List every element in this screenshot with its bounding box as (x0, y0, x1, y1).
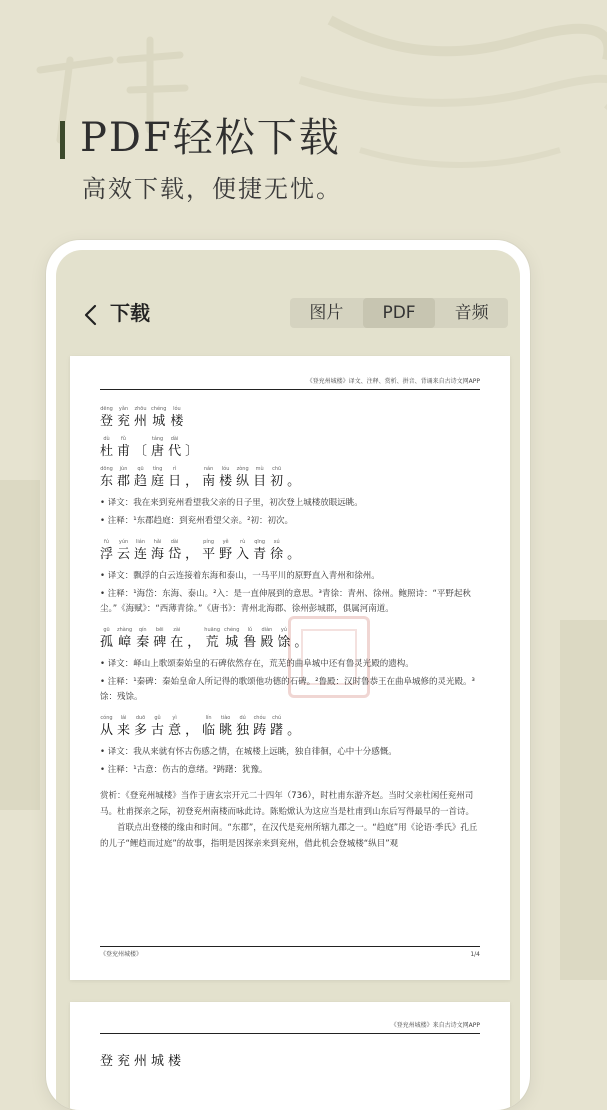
hanzi: 云 (117, 547, 131, 562)
hanzi: 馀 (277, 635, 291, 650)
pinyin: rì (172, 466, 177, 472)
hanzi: 。 (287, 723, 301, 738)
pinyin: dài (170, 539, 179, 545)
poem-char (151, 715, 164, 739)
poem-char (236, 466, 249, 490)
pinyin: yǎn (118, 406, 129, 412)
poem-char (134, 436, 147, 460)
pinyin: chéng (224, 627, 240, 633)
poem-char (253, 715, 266, 739)
tab-image[interactable]: 图片 (309, 303, 344, 323)
chevron-left-icon (76, 300, 106, 330)
poem-char (100, 539, 113, 563)
pinyin: rù (240, 539, 246, 545)
pinyin: dōng (100, 466, 113, 472)
pinyin: yún (118, 539, 129, 545)
pdf-page-1[interactable] (70, 356, 510, 980)
app-header (56, 290, 520, 340)
hanzi: 目 (253, 474, 267, 489)
poem-char (170, 627, 183, 651)
poem-char (168, 715, 181, 739)
pinyin: píng (203, 539, 215, 545)
hanzi: 庭 (151, 474, 165, 489)
appreciation-para-2: 首联点出登楼的缘由和时间。“东郡”，在汉代是兖州所辖九郡之一。“趋庭”用《论语·季氏》孔丘的儿子“鲤趋而过庭”的故事，指明是因探亲来到兖州，借此机会登城楼“纵目”观 (100, 823, 478, 849)
poem-char (219, 539, 232, 563)
poem-char (153, 627, 166, 651)
hanzi: 杜 (100, 444, 114, 459)
hanzi: 趋 (134, 474, 148, 489)
pinyin: fǔ (121, 436, 126, 442)
pinyin: nán (203, 466, 214, 472)
poem-char (100, 436, 113, 460)
hanzi: 郡 (117, 474, 131, 489)
pinyin: zòng (236, 466, 249, 472)
poem-char (117, 539, 130, 563)
hanzi: 海 (151, 547, 165, 562)
pinyin: cóng (100, 715, 113, 721)
pinyin: lín (205, 715, 212, 721)
hanzi: 初 (270, 474, 284, 489)
hanzi: 南 (202, 474, 216, 489)
pinyin: jùn (119, 466, 128, 472)
hanzi: 嶂 (118, 635, 132, 650)
poem-char (219, 466, 232, 490)
poem-char (243, 627, 256, 651)
hanzi: 来 (117, 723, 131, 738)
poem-char (117, 715, 130, 739)
pinyin: lái (120, 715, 127, 721)
hanzi: 多 (134, 723, 148, 738)
poem-char (236, 715, 249, 739)
hanzi: 。 (294, 635, 308, 650)
pinyin: mù (255, 466, 264, 472)
pinyin: yú (280, 627, 287, 633)
poem-char (134, 466, 147, 490)
pinyin: dài (170, 436, 179, 442)
pinyin: hǎi (153, 539, 162, 545)
hanzi: 碑 (153, 635, 167, 650)
poem-line-4 (100, 715, 480, 739)
tab-audio[interactable]: 音频 (454, 303, 489, 323)
hanzi: 徐 (270, 547, 284, 562)
poem-char (253, 539, 266, 563)
hanzi: 浮 (100, 547, 114, 562)
page-body (100, 406, 480, 852)
pinyin: zài (173, 627, 181, 633)
poem-char (253, 466, 266, 490)
annotation-3: • 注释：¹秦碑：秦始皇命人所记得的歌颂他功德的石碑。²鲁殿：汉时鲁恭王在曲阜城修的灵光殿。³馀：残馀。 (100, 677, 475, 702)
header-rule (100, 1033, 480, 1034)
hanzi: 〕 (185, 444, 199, 459)
poem-char (117, 436, 130, 460)
hanzi: 东 (100, 474, 114, 489)
poem-char (170, 406, 183, 430)
poem-char (185, 466, 198, 490)
pdf-page-2[interactable] (70, 1002, 510, 1110)
hanzi: 殿 (260, 635, 274, 650)
poem-char (277, 627, 290, 651)
hanzi: 纵 (236, 474, 250, 489)
hanzi: 楼 (219, 474, 233, 489)
promo-title: PDF轻松下载 (80, 115, 341, 161)
hanzi: 踌 (253, 723, 267, 738)
hanzi: 荒 (205, 635, 219, 650)
poem-line-2 (100, 539, 480, 563)
pinyin: chū (272, 466, 282, 472)
poem-char (204, 627, 220, 651)
pinyin: yì (172, 715, 177, 721)
hanzi: 野 (219, 547, 233, 562)
hanzi: 意 (168, 723, 182, 738)
translation-2: • 译文：飘浮的白云连接着东海和泰山，一马平川的原野直入青州和徐州。 (100, 571, 380, 581)
hanzi: 古 (151, 723, 165, 738)
pinyin: qīng (254, 539, 266, 545)
poem-char (100, 466, 113, 490)
poem-char (270, 715, 283, 739)
poem-char (236, 539, 249, 563)
poem-char (287, 539, 300, 563)
hanzi: 岱 (168, 547, 182, 562)
poem-char (187, 627, 200, 651)
hanzi: 连 (134, 547, 148, 562)
app-screen (56, 250, 520, 1110)
poem-char (260, 627, 273, 651)
poem-char (287, 715, 300, 739)
hanzi: ， (185, 547, 199, 562)
pinyin: xú (273, 539, 280, 545)
hanzi: 唐 (151, 444, 165, 459)
translation-4: • 译文：我从来就有怀古伤感之情，在城楼上远眺，独自徘徊，心中十分感慨。 (100, 747, 397, 757)
poem-char (134, 715, 147, 739)
hanzi: 〔 (134, 444, 148, 459)
page-header: 《登兖州城楼》来自古诗文网APP (390, 1022, 480, 1029)
pinyin: diàn (261, 627, 273, 633)
hanzi: 城 (152, 414, 166, 429)
back-button[interactable] (76, 300, 106, 330)
poem-char (168, 539, 181, 563)
pinyin: zhōu (134, 406, 147, 412)
pinyin: bēi (155, 627, 164, 633)
pinyin: qín (138, 627, 147, 633)
poem-title (100, 406, 480, 430)
hanzi: ， (185, 723, 199, 738)
pinyin: lián (136, 539, 146, 545)
hanzi: 。 (287, 547, 301, 562)
poem-char (151, 436, 164, 460)
hanzi: 在 (170, 635, 184, 650)
poem-char (219, 715, 232, 739)
pinyin: chú (272, 715, 282, 721)
pinyin: zhàng (117, 627, 133, 633)
hanzi: ， (185, 474, 199, 489)
poem-char (168, 436, 181, 460)
hanzi: 楼 (170, 414, 184, 429)
poem-char (134, 406, 147, 430)
pinyin: dēng (100, 406, 113, 412)
page-footer-title: 《登兖州城楼》 (100, 951, 143, 958)
phone-mockup (46, 240, 530, 1110)
poem-char (100, 627, 113, 651)
poem-char (202, 539, 215, 563)
poem-char (287, 466, 300, 490)
pinyin: dú (239, 715, 246, 721)
hanzi: 青 (253, 547, 267, 562)
hanzi: 平 (202, 547, 216, 562)
annotation-1: • 注释：¹东郡趋庭：到兖州看望父亲。²初：初次。 (100, 516, 294, 526)
format-tabs (290, 298, 508, 328)
poem-char (151, 466, 164, 490)
pinyin: tiào (220, 715, 231, 721)
hanzi: 孤 (100, 635, 114, 650)
pinyin: chóu (253, 715, 266, 721)
appreciation-para-1: 赏析：《登兖州城楼》当作于唐玄宗开元二十四年（736），时杜甫东游齐赵。当时父亲杜闲任兖州司马。杜甫探亲之际，初登兖州南楼而咏此诗。陈贻焮认为这应当是杜甫到山东后写得最早的一首诗。 (100, 791, 475, 817)
poem-char (185, 436, 198, 460)
poem-line-1 (100, 466, 480, 490)
tab-pdf[interactable]: PDF (363, 298, 436, 328)
hanzi: 。 (287, 474, 301, 489)
pinyin: fú (104, 539, 109, 545)
poem-author (100, 436, 480, 460)
pinyin: huāng (204, 627, 221, 633)
poem-char (151, 406, 166, 430)
hanzi: 登 (100, 414, 114, 429)
hanzi: 临 (202, 723, 216, 738)
hanzi: ， (187, 635, 201, 650)
accent-bar (60, 121, 65, 159)
poem-char (185, 539, 198, 563)
page-title: 下载 (110, 301, 150, 325)
poem-char (294, 627, 307, 651)
pinyin: táng (151, 436, 164, 442)
poem-char (151, 539, 164, 563)
hanzi: 入 (236, 547, 250, 562)
poem-line-3 (100, 627, 480, 651)
pinyin: dù (103, 436, 110, 442)
footer-rule (100, 946, 480, 947)
pinyin: qū (137, 466, 144, 472)
poem-char (100, 715, 113, 739)
header-rule (100, 389, 480, 390)
poem-char (136, 627, 149, 651)
pinyin: lóu (221, 466, 230, 472)
hanzi: 独 (236, 723, 250, 738)
pinyin: gū (103, 627, 110, 633)
pinyin: yě (222, 539, 229, 545)
hanzi: 鲁 (243, 635, 257, 650)
annotation-2: • 注释：¹海岱：东海、泰山。²入：是一直伸展到的意思。³青徐：青州、徐州。鲍照诗：“平野起秋尘。”《海赋》：“西薄青徐。”《唐书》：青州北海郡、徐州彭城郡，俱属河南道。 (100, 589, 471, 614)
poem-char (202, 466, 215, 490)
poem-char (168, 466, 181, 490)
poem-char (270, 466, 283, 490)
pinyin: gǔ (154, 715, 161, 721)
poem-char (185, 715, 198, 739)
pinyin: lǔ (247, 627, 253, 633)
hanzi: 秦 (136, 635, 150, 650)
hanzi: 代 (168, 444, 182, 459)
hanzi: 日 (168, 474, 182, 489)
pinyin: lóu (173, 406, 181, 412)
hanzi: 躇 (270, 723, 284, 738)
poem-char (202, 715, 215, 739)
page-header: 《登兖州城楼》译文、注释、赏析、拼音、背诵来自古诗文网APP (306, 378, 480, 385)
translation-3: • 译文：峄山上歌颂秦始皇的石碑依然存在，荒芜的曲阜城中还有鲁灵光殿的遗构。 (100, 659, 414, 669)
hanzi: 兖 (117, 414, 131, 429)
promo-subtitle: 高效下载，便捷无忧。 (82, 175, 342, 203)
poem-char (270, 539, 283, 563)
poem-char (224, 627, 239, 651)
hanzi: 城 (225, 635, 239, 650)
page-number: 1/4 (470, 951, 480, 958)
hanzi: 从 (100, 723, 114, 738)
translation-1: • 译文：我在来到兖州看望我父亲的日子里，初次登上城楼放眼远眺。 (100, 498, 363, 508)
poem-char (134, 539, 147, 563)
poem-char (117, 627, 132, 651)
pinyin: chéng (151, 406, 167, 412)
annotation-4: • 注释：¹古意：伤古的意绪。²踌躇：犹豫。 (100, 765, 268, 775)
poem-char (100, 406, 113, 430)
pinyin: duō (135, 715, 146, 721)
hanzi: 州 (134, 414, 148, 429)
hanzi: 甫 (117, 444, 131, 459)
poem-char (117, 406, 130, 430)
poem-char (117, 466, 130, 490)
pinyin: tíng (152, 466, 163, 472)
hanzi: 眺 (219, 723, 233, 738)
poem-title: 登兖州城楼 (100, 1054, 186, 1069)
